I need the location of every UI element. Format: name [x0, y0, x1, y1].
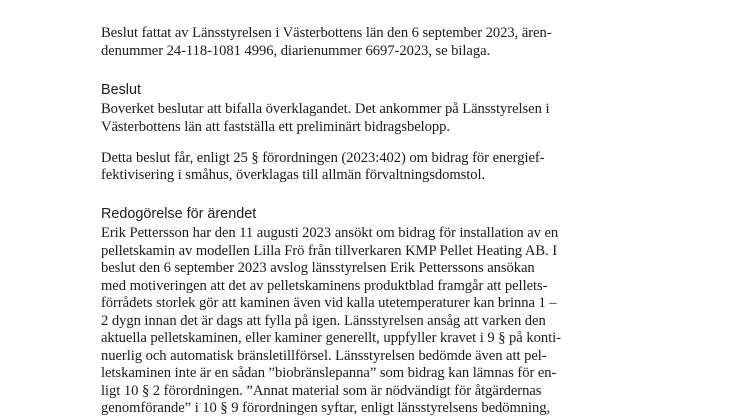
redogorelse-line-2: pelletskamin av modellen Lilla Frö från tillverkaren KMP Pellet Heating AB. I: [101, 243, 558, 259]
beslut-heading: Beslut: [101, 82, 141, 98]
redogorelse-line-6: 2 dygn innan det är dags att fylla på igen. Länsstyrelsen ansåg att varken den: [101, 313, 546, 329]
beslut-paragraph-2-line-2: fektivisering i småhus, överklagas till allmän förvaltningsdomstol.: [101, 167, 486, 183]
redogorelse-heading: Redogörelse för ärendet: [101, 206, 257, 222]
redogorelse-line-11: genomförande” i 10 § 9 förordningen syftar, enligt länsstyrelsens bedömning,: [101, 400, 551, 416]
intro-line-1: Beslut fattat av Länsstyrelsen i Västerbottens län den 6 september 2023, ären-: [101, 25, 552, 41]
redogorelse-line-10: ligt 10 § 2 förordningen. ”Annat material som är nödvändigt för åtgärdernas: [101, 383, 542, 399]
beslut-paragraph-1-line-1: Boverket beslutar att bifalla överklagandet. Det ankommer på Länsstyrelsen i: [101, 101, 550, 117]
redogorelse-line-5: förrådets storlek gör att kaminen även vid kalla utetemperaturer kan brinna 1 –: [101, 295, 557, 311]
redogorelse-line-8: nuerlig och automatisk bränsletillförsel. Länsstyrelsen bedömde även att pel-: [101, 348, 547, 364]
redogorelse-line-7: aktuella pelletskaminen, eller kaminer generellt, uppfyller kravet i 9 § på konti-: [101, 330, 561, 346]
beslut-paragraph-1-line-2: Västerbottens län att fastställa ett preliminärt bidragsbelopp.: [101, 119, 451, 135]
intro-line-2: denummer 24-118-1081 4996, diarienummer 6697-2023, se bilaga.: [101, 43, 491, 59]
beslut-paragraph-2-line-1: Detta beslut får, enligt 25 § förordningen (2023:402) om bidrag för energief-: [101, 150, 545, 166]
redogorelse-line-3: beslut den 6 september 2023 avslog länsstyrelsen Erik Petterssons ansökan: [101, 260, 535, 276]
redogorelse-line-9: letskaminen inte är en sådan ”biobränslepanna” som bidrag kan lämnas för en-: [101, 365, 557, 381]
redogorelse-line-1: Erik Pettersson har den 11 augusti 2023 ansökt om bidrag för installation av en: [101, 225, 559, 241]
redogorelse-line-4: med motiveringen att det av pelletskaminens produktblad framgår att pellets-: [101, 278, 548, 294]
